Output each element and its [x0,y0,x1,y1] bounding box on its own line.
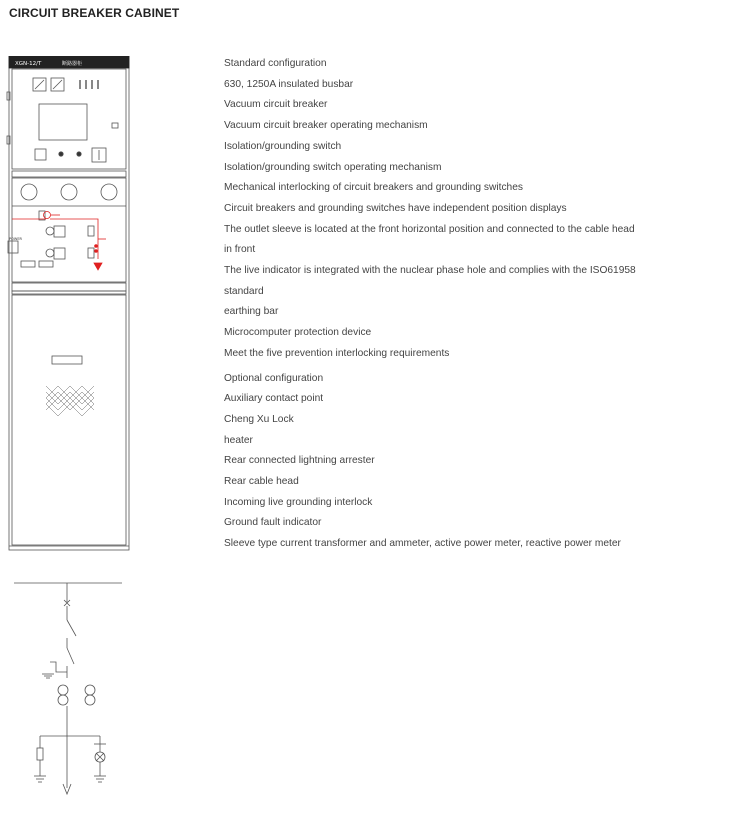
list-item: Cheng Xu Lock [224,413,294,425]
list-item: 630, 1250A insulated busbar [224,78,354,90]
list-item: earthing bar [224,306,279,318]
list-item: Auxiliary contact point [224,393,324,405]
list-item: Rear connected lightning arrester [224,455,375,467]
standard-heading: Standard configuration [224,58,327,69]
list-item: Microcomputer protection device [224,327,372,339]
cabinet-name-label: 断路器柜 [62,61,83,67]
list-item: in front [224,244,256,256]
list-item: The outlet sleeve is located at the front horizontal position and connected to the cable head [224,223,635,235]
list-item: Isolation/grounding switch operating mechanism [224,161,442,173]
single-line-diagram [6,576,126,807]
list-item: The live indicator is integrated with the nuclear phase hole and complies with the ISO61958 [224,265,636,277]
optional-heading: Optional configuration [224,372,324,384]
list-item: Meet the five prevention interlocking requirements [224,347,450,359]
ventilation-grille [46,386,94,416]
list-item: Ground fault indicator [224,517,322,529]
page-title: CIRCUIT BREAKER CABINET [9,6,180,20]
list-item: Isolation/grounding switch [224,140,342,152]
list-item: Rear cable head [224,476,299,488]
list-item: standard [224,285,264,297]
list-item: Circuit breakers and grounding switches have independent position displays [224,202,567,214]
list-item: heater [224,434,253,446]
cabinet-model-label: XGN-12/T [15,61,42,67]
power-label: POWER [9,237,22,241]
list-item: Sleeve type current transformer and ammeter, active power meter, reactive power meter [224,538,621,550]
list-item: Vacuum circuit breaker [224,99,328,111]
specification-list [224,54,724,555]
list-item: Incoming live grounding interlock [224,496,373,508]
list-item: Mechanical interlocking of circuit breakers and grounding switches [224,182,523,194]
list-item: Vacuum circuit breaker operating mechanism [224,120,428,132]
cabinet-front-drawing [6,56,132,557]
